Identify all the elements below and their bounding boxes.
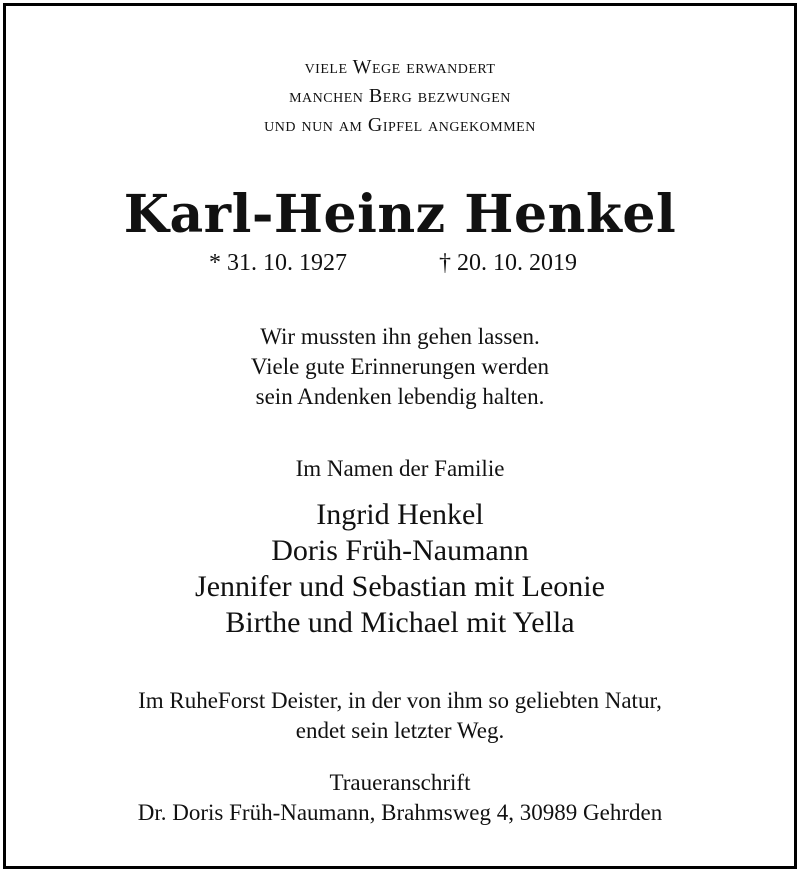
family-intro: Im Namen der Familie (295, 456, 505, 481)
deceased-name: Karl-Heinz Henkel (123, 184, 677, 245)
family-member: Ingrid Henkel (316, 498, 484, 531)
family-member: Birthe und Michael mit Yella (225, 606, 575, 639)
address-heading: Traueranschrift (329, 770, 471, 795)
address-text: Dr. Doris Früh-Naumann, Brahmsweg 4, 30989 Gehrden (137, 800, 663, 825)
family-member: Jennifer und Sebastian mit Leonie (195, 570, 605, 603)
farewell-line-1: Wir mussten ihn gehen lassen. (260, 324, 540, 349)
obituary-notice (3, 3, 797, 869)
farewell-line-2: Viele gute Erinnerungen werden (250, 354, 550, 379)
burial-line-1: Im RuheForst Deister, in der von ihm so geliebten Natur, (138, 688, 662, 713)
motto-line-1: viele Wege erwandert (304, 56, 496, 78)
death-date: † 20. 10. 2019 (439, 250, 577, 276)
motto-line-2: manchen Berg bezwungen (289, 85, 511, 107)
birth-date: * 31. 10. 1927 (209, 250, 347, 276)
farewell-line-3: sein Andenken lebendig halten. (255, 384, 545, 409)
motto-line-3: und nun am Gipfel angekommen (264, 114, 536, 136)
burial-line-2: endet sein letzter Weg. (295, 718, 505, 743)
family-member: Doris Früh-Naumann (271, 534, 529, 567)
